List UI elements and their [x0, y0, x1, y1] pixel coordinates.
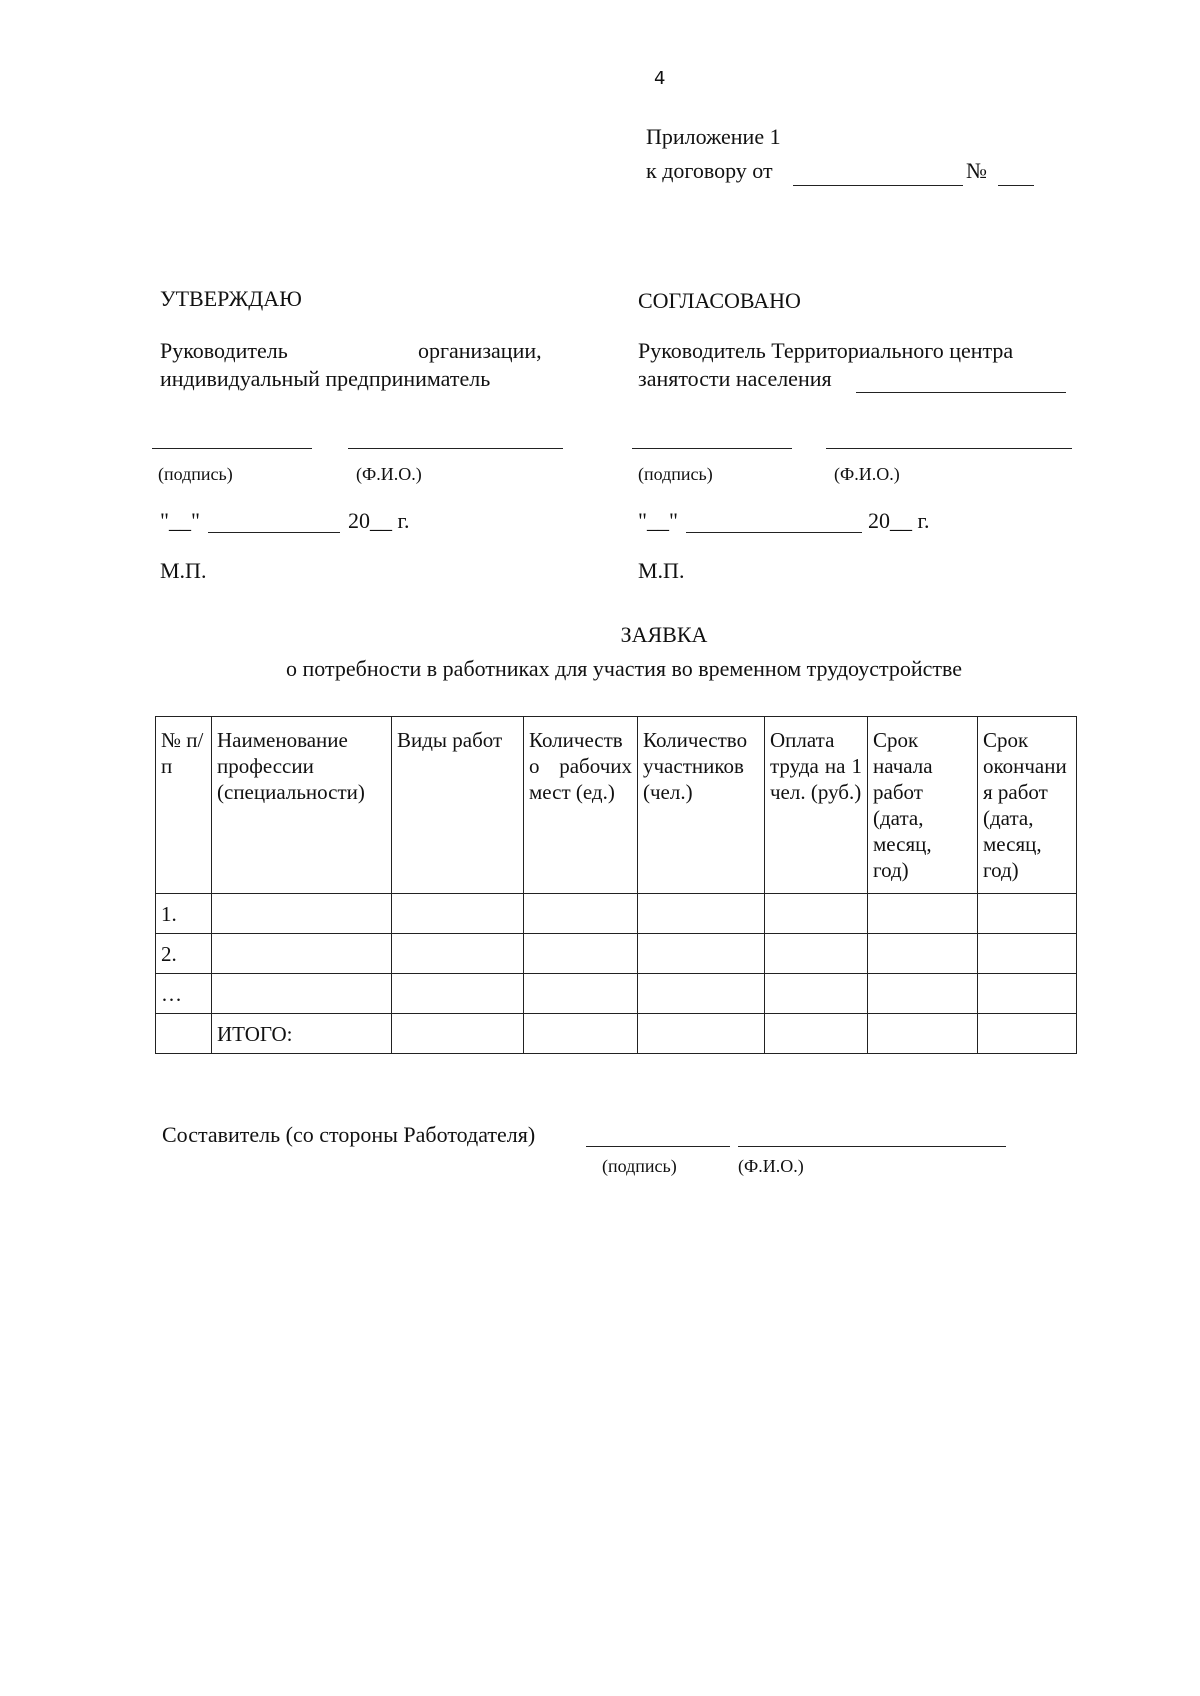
appendix-contract-prefix: к договору от — [646, 158, 773, 183]
table-cell: 2. — [156, 934, 212, 974]
approver-role-word1: Руководитель — [160, 338, 288, 363]
table-cell — [392, 894, 524, 934]
table-cell — [392, 934, 524, 974]
approver-stamp: М.П. — [160, 558, 207, 583]
agree-date-month-line — [686, 532, 862, 533]
header-cell: Наименование профессии (специальности) — [212, 717, 392, 894]
header-cell: Срок окончания работ (дата, месяц, год) — [978, 717, 1077, 894]
table-cell — [765, 974, 868, 1014]
approver-signature-line — [152, 448, 312, 449]
compiler-fio-label: (Ф.И.О.) — [738, 1156, 804, 1176]
document-subtitle: о потребности в работниках для участия во временном трудоустройстве — [286, 656, 963, 681]
agree-role-line2: занятости населения — [638, 366, 832, 391]
table-cell — [868, 974, 978, 1014]
table-cell — [868, 934, 978, 974]
table-cell — [868, 1014, 978, 1054]
approver-date-month-line — [208, 532, 340, 533]
page-number: 4 — [654, 68, 666, 89]
agree-date-day: "__" — [638, 508, 678, 533]
table-cell — [765, 934, 868, 974]
contract-number-line — [998, 185, 1034, 186]
compiler-signature-line — [586, 1146, 730, 1147]
appendix-number-sign: № — [966, 158, 987, 183]
agree-role-line1: Руководитель Территориального центра — [638, 338, 1014, 363]
agree-center-line — [856, 392, 1066, 393]
table-cell — [524, 894, 638, 934]
approver-fio-line — [348, 448, 563, 449]
table-total-row — [156, 1014, 1077, 1054]
table-cell: … — [156, 974, 212, 1014]
header-cell: Виды работ — [392, 717, 524, 894]
agree-stamp: М.П. — [638, 558, 685, 583]
approver-role-word2: организации, — [418, 338, 542, 363]
table-cell — [212, 974, 392, 1014]
approver-signature-label: (подпись) — [158, 464, 233, 484]
agree-fio-label: (Ф.И.О.) — [834, 464, 900, 484]
agree-date-year: 20__ г. — [868, 508, 930, 533]
table-cell — [212, 894, 392, 934]
header-cell: Количество участников (чел.) — [638, 717, 765, 894]
table-row — [156, 894, 1077, 934]
approver-role-line2: индивидуальный предприниматель — [160, 366, 491, 391]
table-cell — [638, 1014, 765, 1054]
table-cell — [392, 1014, 524, 1054]
table-cell — [978, 894, 1077, 934]
appendix-title: Приложение 1 — [646, 124, 781, 149]
contract-date-line — [793, 185, 963, 186]
table-cell — [156, 1014, 212, 1054]
table-cell — [765, 894, 868, 934]
compiler-signature-label: (подпись) — [602, 1156, 677, 1176]
table-cell — [392, 974, 524, 1014]
table-cell — [978, 974, 1077, 1014]
table-cell — [638, 894, 765, 934]
document-title: ЗАЯВКА — [620, 622, 708, 647]
approver-fio-label: (Ф.И.О.) — [356, 464, 422, 484]
approve-heading: УТВЕРЖДАЮ — [160, 286, 302, 311]
total-label: ИТОГО: — [212, 1014, 392, 1054]
table-cell — [524, 974, 638, 1014]
compiler-fio-line — [738, 1146, 1006, 1147]
approver-date-day: "__" — [160, 508, 200, 533]
table-cell — [524, 1014, 638, 1054]
header-cell: № п/п — [156, 717, 212, 894]
agree-fio-line — [826, 448, 1072, 449]
table-cell — [638, 974, 765, 1014]
agree-heading: СОГЛАСОВАНО — [638, 288, 801, 313]
header-cell: Количество рабочих мест (ед.) — [524, 717, 638, 894]
table-cell: 1. — [156, 894, 212, 934]
agree-signature-line — [632, 448, 792, 449]
header-cell: Оплата труда на 1 чел. (руб.) — [765, 717, 868, 894]
table-header-row — [156, 717, 1077, 894]
compiler-label: Составитель (со стороны Работодателя) — [162, 1122, 536, 1147]
table-cell — [765, 1014, 868, 1054]
table-cell — [212, 934, 392, 974]
request-table — [155, 716, 1077, 1054]
approver-date-year: 20__ г. — [348, 508, 410, 533]
table-row — [156, 934, 1077, 974]
agree-signature-label: (подпись) — [638, 464, 713, 484]
table-cell — [524, 934, 638, 974]
table-cell — [978, 934, 1077, 974]
header-cell: Срок начала работ (дата, месяц, год) — [868, 717, 978, 894]
table-row — [156, 974, 1077, 1014]
table-cell — [638, 934, 765, 974]
table-cell — [868, 894, 978, 934]
table-cell — [978, 1014, 1077, 1054]
